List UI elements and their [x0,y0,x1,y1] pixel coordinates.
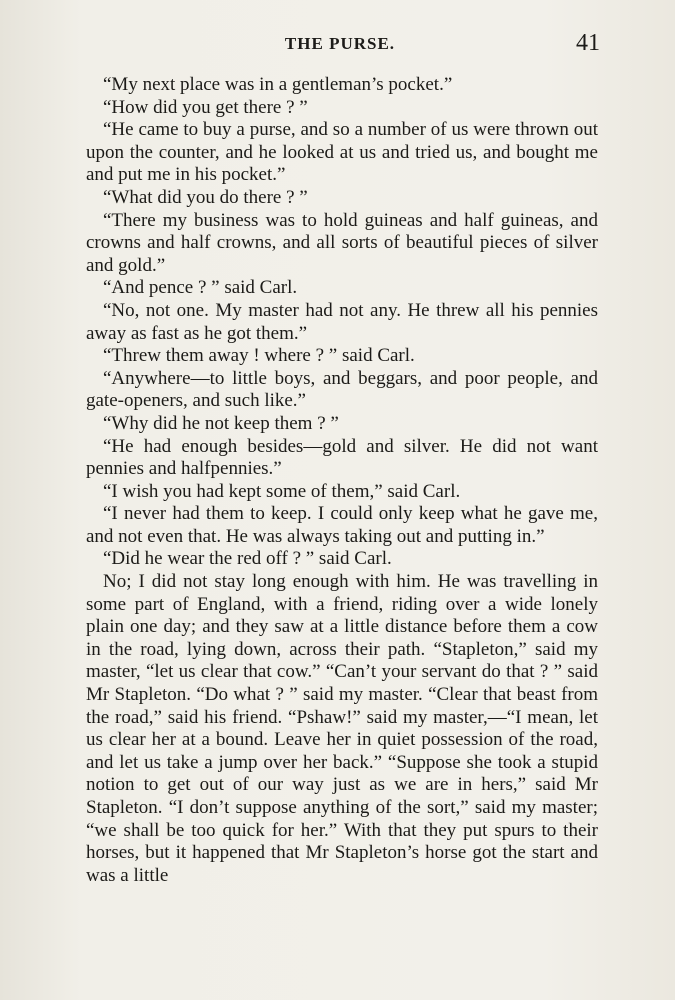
paragraph: “He had enough besides—gold and silver. He did not want pennies and halfpennies.” [86,435,598,480]
paragraph: “And pence ? ” said Carl. [103,277,298,299]
paragraph: “How did you get there ? ” [103,96,308,118]
paragraph: “What did you do there ? ” [103,186,308,208]
paragraph: “Why did he not keep them ? ” [103,412,339,434]
paragraph: “My next place was in a gentleman’s pocket.” [103,74,453,95]
paragraph: “There my business was to hold guineas and half guineas, and crowns and half crowns, and all sorts of beautiful pieces of silver and gold.” [86,209,598,276]
paragraph: “I wish you had kept some of them,” said Carl. [103,480,461,502]
page-header [80,30,600,60]
paragraph: “Threw them away ! where ? ” said Carl. [103,345,415,367]
paragraph: “Did he wear the red off ? ” said Carl. [103,548,392,570]
paragraph: “I never had them to keep. I could only keep what he gave me, and not even that. He was always taking out and putting in.” [86,503,598,547]
paragraph: “Anywhere—to little boys, and beggars, and poor people, and gate-openers, and such like.” [86,367,598,412]
body-text [86,74,598,887]
page-number: 41 [576,30,600,56]
paragraph: “No, not one. My master had not any. He threw all his pennies away as fast as he got them.” [86,299,598,344]
paragraph: No; I did not stay long enough with him. He was travelling in some part of England, with a friend, riding over a wide lonely plain one day; and they saw at a little distance before them a cow in the road, lying down, across their path. “Stapleton,” said my master, “let us clear that cow.” “Can’t your servant do that ? ” said Mr Stapleton. “Do what ? ” said my master. “Clear that beast from the road,” said his friend. “Pshaw!” said my master,—“I mean, let us clear her at a bound. Leave her in quiet possession of the road, and let us take a jump over her back.” “Suppose she took a stupid notion to get out of our way just as we are in hers,” said Mr Stapleton. “I don’t suppose anything of the sort,” said my master; “we shall be too quick for her.” With that they put spurs to their horses, but it happened that Mr Stapleton’s horse got the start and was a little [86,571,598,886]
paragraph: “He came to buy a purse, and so a number of us were thrown out upon the counter, and he looked at us and tried us, and bought me and put me in his pocket.” [86,119,598,186]
running-head: THE PURSE. [284,34,396,53]
